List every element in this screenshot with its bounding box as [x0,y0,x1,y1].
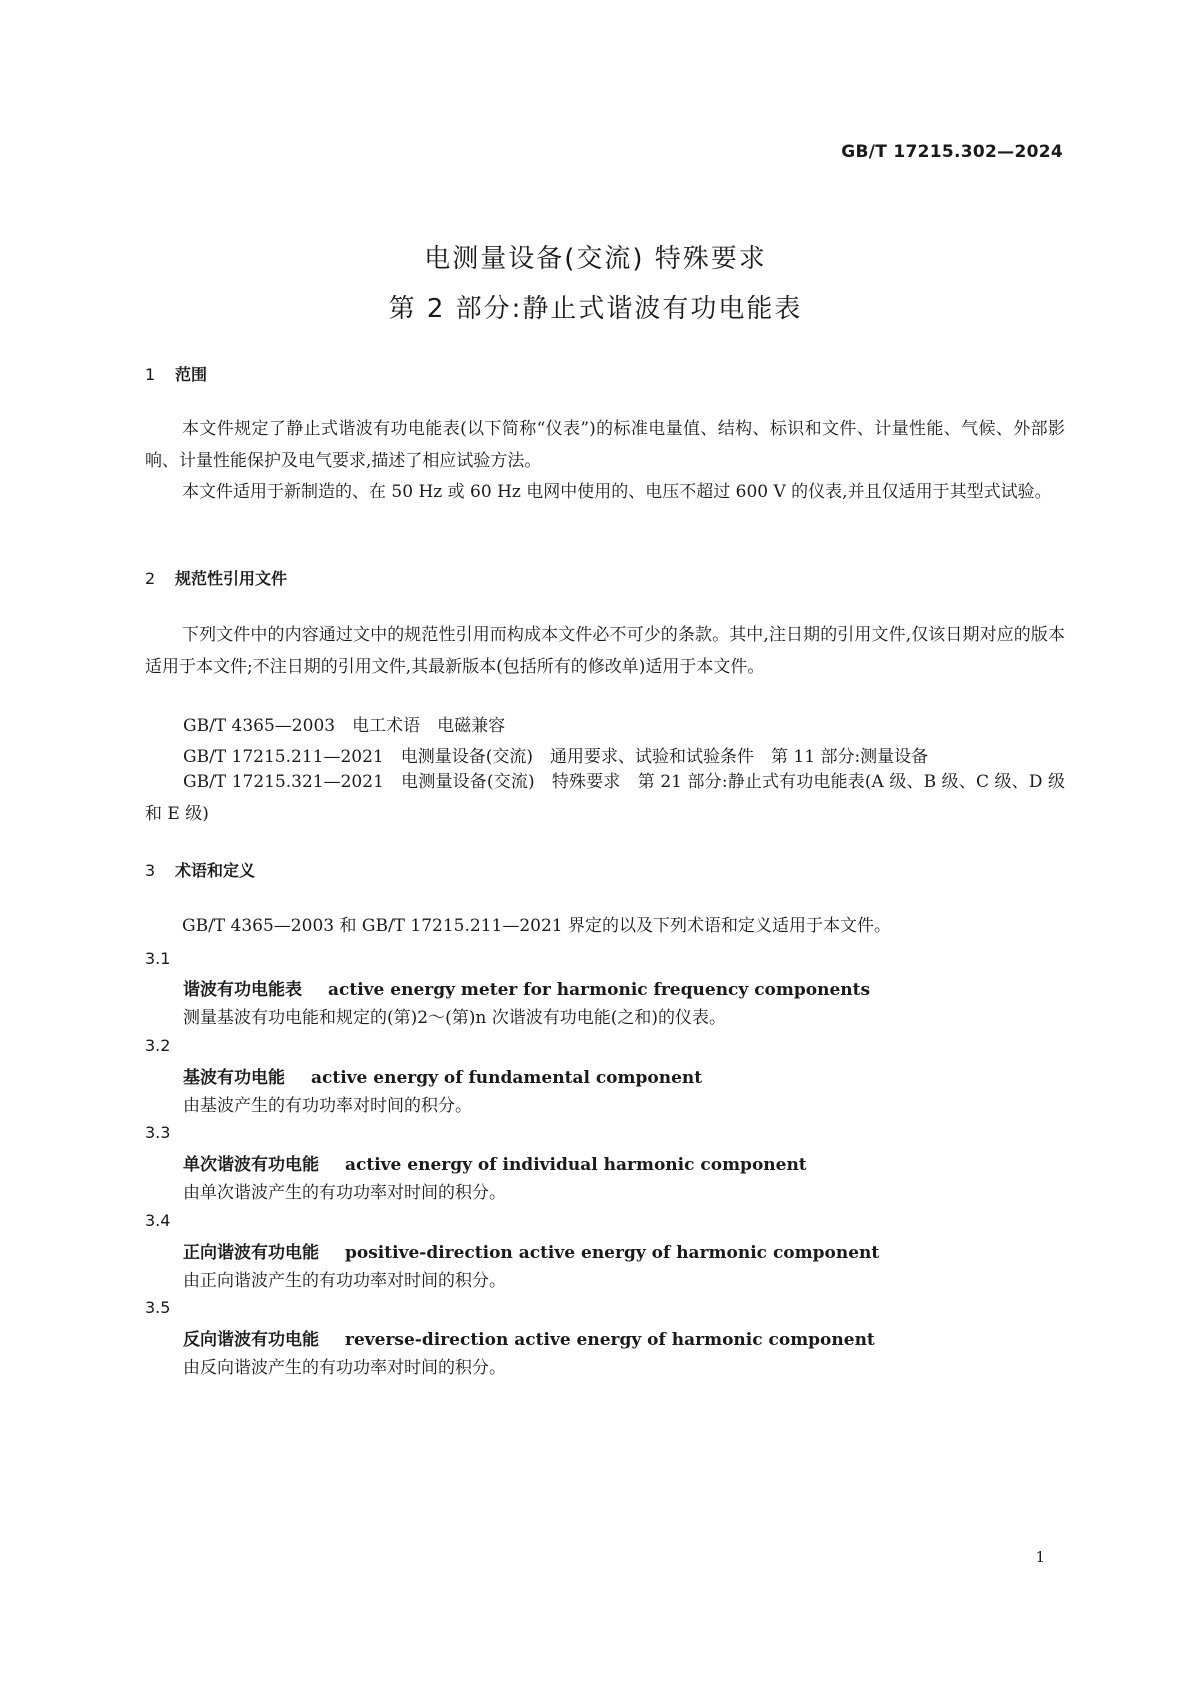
document-code: GB/T 17215.302—2024 [841,142,1063,162]
reference-item: GB/T 17215.211—2021 电测量设备(交流) 通用要求、试验和试验条件 第 11 部分:测量设备 [183,747,929,767]
term-chinese: 基波有功电能 [183,1068,285,1088]
term-chinese: 单次谐波有功电能 [183,1155,319,1175]
paragraph: 本文件规定了静止式谐波有功电能表(以下简称“仪表”)的标准电量值、结构、标识和文件、计量性能、气候、外部影响、计量性能保护及电气要求,描述了相应试验方法。 [145,419,1065,471]
term-number: 3.1 [145,949,171,968]
term-english: reverse-direction active energy of harmonic component [345,1330,875,1350]
term-english: positive-direction active energy of harmonic component [345,1243,880,1263]
term-number: 3.5 [145,1298,171,1317]
paragraph: 本文件适用于新制造的、在 50 Hz 或 60 Hz 电网中使用的、电压不超过 600 V 的仪表,并且仅适用于其型式试验。 [182,482,1052,502]
page-number: 1 [1035,1548,1045,1566]
document-title-line-1: 电测量设备(交流) 特殊要求 [424,244,767,274]
section-number: 3 [145,861,156,880]
term-chinese: 谐波有功电能表 [183,980,302,1000]
term-entry [183,1150,807,1175]
section-title: 术语和定义 [175,861,256,880]
term-definition: 由基波产生的有功功率对时间的积分。 [183,1096,472,1116]
term-entry [183,975,870,1000]
term-number: 3.3 [145,1123,171,1142]
term-english: active energy of individual harmonic component [345,1155,807,1175]
paragraph: GB/T 4365—2003 和 GB/T 17215.211—2021 界定的以及下列术语和定义适用于本文件。 [182,916,892,936]
term-entry [183,1063,702,1088]
term-english: active energy meter for harmonic frequency components [328,980,871,1000]
section-number: 2 [145,569,156,588]
term-english: active energy of fundamental component [311,1068,703,1088]
reference-item: GB/T 17215.321—2021 电测量设备(交流) 特殊要求 第 21 部分:静止式有功电能表(A 级、B 级、C 级、D 级和 E 级) [145,772,1065,824]
term-entry [183,1238,879,1263]
term-chinese: 反向谐波有功电能 [183,1330,319,1350]
section-title: 规范性引用文件 [175,569,288,588]
section-title: 范围 [175,365,208,384]
section-3-heading [145,858,255,881]
document-title-line-2: 第 2 部分:静止式谐波有功电能表 [388,294,803,324]
paragraph: 下列文件中的内容通过文中的规范性引用而构成本文件必不可少的条款。其中,注日期的引用文件,仅该日期对应的版本适用于本文件;不注日期的引用文件,其最新版本(包括所有的修改单)适用于本文件。 [145,625,1065,677]
term-number: 3.2 [145,1036,171,1055]
term-chinese: 正向谐波有功电能 [183,1243,319,1263]
term-definition: 由反向谐波产生的有功功率对时间的积分。 [183,1358,506,1378]
term-definition: 由单次谐波产生的有功功率对时间的积分。 [183,1183,506,1203]
term-number: 3.4 [145,1211,171,1230]
term-definition: 测量基波有功电能和规定的(第)2～(第)n 次谐波有功电能(之和)的仪表。 [183,1008,726,1028]
section-2-heading [145,566,287,589]
term-definition: 由正向谐波产生的有功功率对时间的积分。 [183,1271,506,1291]
reference-item: GB/T 4365—2003 电工术语 电磁兼容 [183,716,506,736]
section-number: 1 [145,365,156,384]
term-entry [183,1325,875,1350]
section-1-heading [145,362,207,385]
